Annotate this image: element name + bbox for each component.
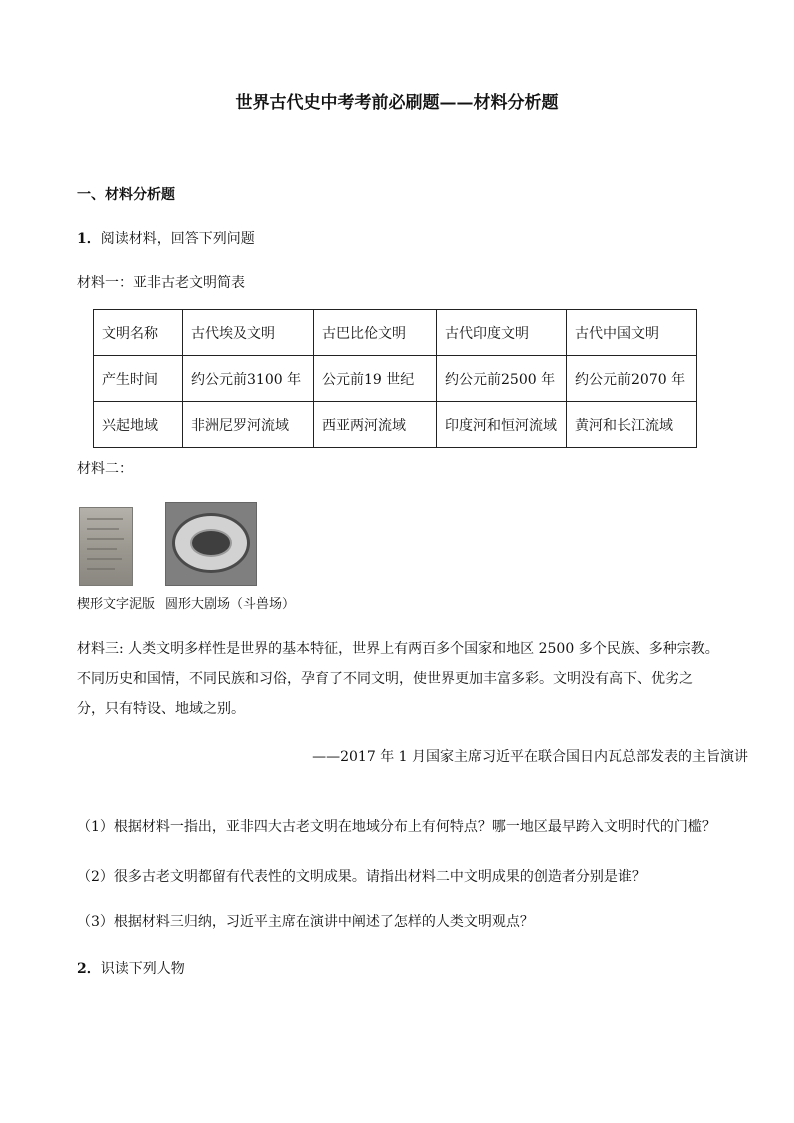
table-row <box>94 356 697 402</box>
table-cell: 约公元前2500 年 <box>437 356 567 402</box>
sub-question-1: （1）根据材料一指出，亚非四大古老文明在地域分布上有何特点？哪一地区最早跨入文明时代的门槛？ <box>77 819 716 835</box>
cuneiform-tablet-image <box>79 507 133 586</box>
table-cell: 产生时间 <box>94 356 183 402</box>
table-cell: 西亚两河流域 <box>314 402 437 448</box>
table-cell: 约公元前3100 年 <box>183 356 314 402</box>
table-row <box>94 310 697 356</box>
question-2-number: 2． <box>77 961 101 977</box>
material-1-label: 材料一：亚非古老文明简表 <box>77 275 245 291</box>
quote-source: ——2017 年 1 月国家主席习近平在联合国日内瓦总部发表的主旨演讲 <box>312 749 748 765</box>
material-3-text: 材料三: 人类文明多样性是世界的基本特征，世界上有两百多个国家和地区 2500 多个民族、多种宗教。不同历史和国情，不同民族和习俗，孕育了不同文明，使世界更加丰富多彩。文明没有高下、优劣之分，只有特设、地域之别。 <box>77 641 719 717</box>
page-title: 世界古代史中考考前必刷题——材料分析题 <box>235 93 559 113</box>
table-cell: 文明名称 <box>94 310 183 356</box>
question-1-text: 阅读材料，回答下列问题 <box>100 231 255 247</box>
sub-question-3: （3）根据材料三归纳，习近平主席在演讲中阐述了怎样的人类文明观点？ <box>77 914 534 930</box>
sub-question-2: （2）很多古老文明都留有代表性的文明成果。请指出材料二中文明成果的创造者分别是谁？ <box>77 869 646 885</box>
table-cell: 非洲尼罗河流域 <box>183 402 314 448</box>
question-1-number: 1． <box>77 231 101 247</box>
table-cell: 古代埃及文明 <box>183 310 314 356</box>
image-caption: 楔形文字泥版 <box>77 597 156 612</box>
table-cell: 约公元前2070 年 <box>567 356 697 402</box>
question-1-heading <box>77 228 255 248</box>
table-cell: 古代中国文明 <box>567 310 697 356</box>
civilization-table <box>93 309 697 448</box>
table-cell: 公元前19 世纪 <box>314 356 437 402</box>
table-cell: 古代印度文明 <box>437 310 567 356</box>
question-2-text: 识读下列人物 <box>100 961 185 977</box>
image-caption: 圆形大剧场（斗兽场） <box>165 597 296 612</box>
table-row <box>94 402 697 448</box>
section-heading: 一、材料分析题 <box>77 187 175 203</box>
table-cell: 黄河和长江流域 <box>567 402 697 448</box>
table-cell: 印度河和恒河流域 <box>437 402 567 448</box>
table-cell: 兴起地域 <box>94 402 183 448</box>
table-cell: 古巴比伦文明 <box>314 310 437 356</box>
colosseum-image <box>165 502 257 586</box>
question-2-heading <box>77 958 185 978</box>
material-2-label: 材料二： <box>77 461 133 477</box>
